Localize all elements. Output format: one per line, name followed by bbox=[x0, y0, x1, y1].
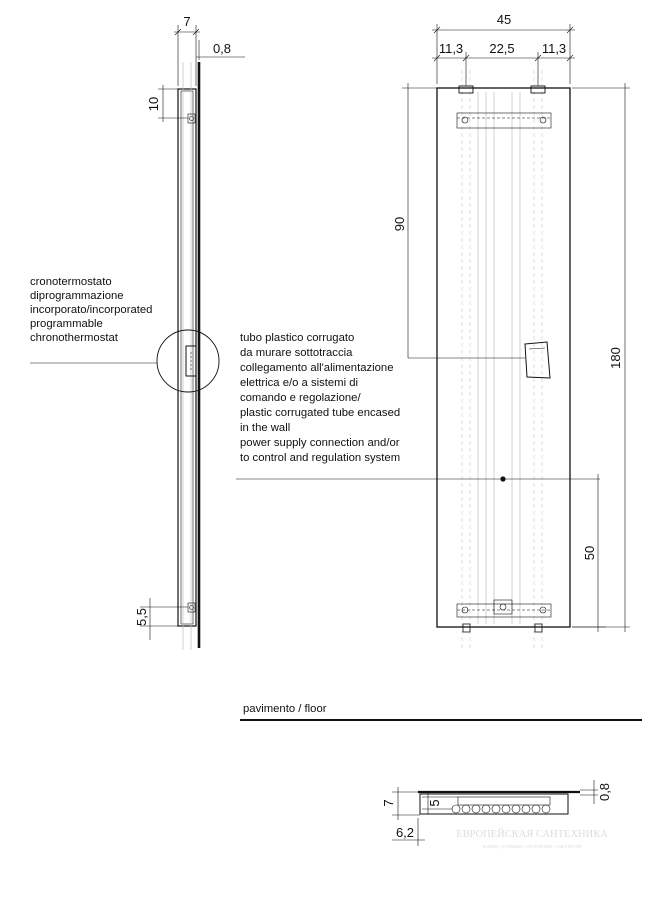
side-top-bracket bbox=[188, 114, 195, 123]
dim-front-left: 11,3 bbox=[438, 41, 464, 56]
dim-front-total-width: 45 bbox=[496, 12, 512, 27]
section-tube bbox=[472, 805, 480, 813]
tube-label-line: elettrica e/o a sistemi di bbox=[240, 377, 359, 389]
section-tube bbox=[492, 805, 500, 813]
thermostat-label-line: incorporato/incorporated bbox=[30, 304, 153, 316]
tube-label-line: da murare sottotraccia bbox=[240, 347, 353, 359]
front-thermostat-box bbox=[525, 342, 550, 378]
section-tube bbox=[522, 805, 530, 813]
front-top-connector-right bbox=[531, 86, 545, 93]
dim-side-offset: 0,8 bbox=[212, 41, 232, 56]
tube-label-line: power supply connection and/or bbox=[240, 437, 400, 449]
section-inner-block bbox=[458, 797, 550, 805]
dim-front-bottom: 50 bbox=[582, 545, 597, 561]
thermostat-label-line: chronothermostat bbox=[30, 332, 118, 344]
thermostat-detail-circle bbox=[157, 330, 219, 392]
section-tubes bbox=[452, 805, 550, 813]
section-tube bbox=[482, 805, 490, 813]
dim-section-inner: 5 bbox=[427, 799, 442, 807]
front-radiator-panel bbox=[437, 88, 570, 627]
thermostat-label-line: cronotermostato bbox=[30, 276, 112, 288]
dim-section-depth: 6,2 bbox=[395, 825, 415, 840]
front-view bbox=[236, 12, 630, 650]
front-top-connector-left bbox=[459, 86, 473, 93]
watermark-subtitle: ВАННЫ • ДУШЕВЫЕ • ОТОПЛЕНИЕ • СМЕСИТЕЛИ bbox=[482, 844, 582, 849]
dim-section-height: 7 bbox=[381, 799, 396, 807]
tube-label-line: tubo plastico corrugato bbox=[240, 332, 355, 344]
section-tube bbox=[512, 805, 520, 813]
tube-label-line: in the wall bbox=[240, 422, 291, 434]
section-tube bbox=[542, 805, 550, 813]
dim-front-height: 180 bbox=[608, 347, 623, 369]
watermark bbox=[456, 828, 608, 849]
front-bottom-connector-right bbox=[535, 624, 542, 632]
watermark-title: ЕВРОПЕЙСКАЯ САНТЕХНИКА bbox=[456, 829, 608, 840]
front-bottom-bracket bbox=[457, 604, 551, 617]
floor-label: pavimento / floor bbox=[243, 703, 327, 715]
dim-front-right: 11,3 bbox=[541, 41, 567, 56]
front-bottom-valve bbox=[494, 600, 512, 614]
dim-section-plate: 0,8 bbox=[597, 782, 612, 802]
tube-label-line: collegamento all'alimentazione bbox=[240, 362, 394, 374]
thermostat-label bbox=[30, 276, 156, 344]
tube-label-line: comando e regolazione/ bbox=[240, 392, 361, 404]
front-thermostat-detail bbox=[529, 348, 545, 349]
dim-front-center: 22,5 bbox=[489, 41, 515, 56]
front-bottom-connector-left bbox=[463, 624, 470, 632]
dim-side-bottom: 5,5 bbox=[134, 607, 149, 627]
front-bottom-valve-knob bbox=[500, 604, 506, 610]
dim-front-connection: 90 bbox=[392, 216, 407, 232]
dim-side-width: 7 bbox=[183, 14, 191, 29]
thermostat-label-line: diprogrammazione bbox=[30, 290, 124, 302]
section-tube bbox=[502, 805, 510, 813]
tube-label bbox=[240, 332, 403, 464]
side-radiator-body bbox=[178, 89, 196, 626]
tube-label-line: plastic corrugated tube encased bbox=[240, 407, 401, 419]
section-tube bbox=[452, 805, 460, 813]
side-view bbox=[30, 14, 245, 650]
tube-label-line: to control and regulation system bbox=[240, 452, 401, 464]
floor-line-group bbox=[240, 703, 642, 720]
side-bottom-bracket bbox=[188, 603, 195, 612]
section-tube bbox=[462, 805, 470, 813]
section-tube bbox=[532, 805, 540, 813]
thermostat-label-line: programmable bbox=[30, 318, 103, 330]
front-top-bracket bbox=[457, 113, 551, 128]
dim-side-top: 10 bbox=[146, 96, 161, 112]
